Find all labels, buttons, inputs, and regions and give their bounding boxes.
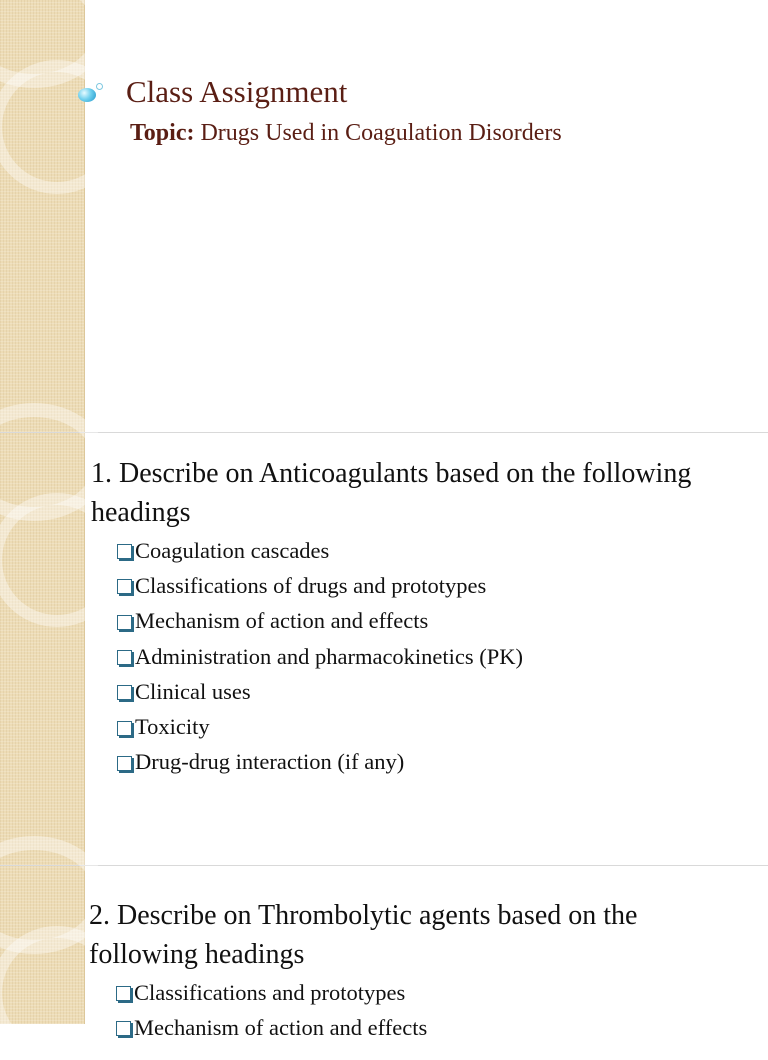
list-item bbox=[117, 533, 523, 568]
decorative-swirl bbox=[0, 60, 124, 194]
decorative-side-band bbox=[0, 433, 85, 865]
checkbox-bullet-icon bbox=[117, 756, 132, 771]
heading-list bbox=[117, 533, 523, 780]
decorative-side-band bbox=[0, 0, 85, 432]
question-heading: 2. Describe on Thrombolytic agents based on the following headings bbox=[89, 900, 638, 970]
checkbox-bullet-icon bbox=[117, 615, 132, 630]
checkbox-bullet-icon bbox=[117, 685, 132, 700]
list-item bbox=[117, 709, 523, 744]
list-item-text: Coagulation cascades bbox=[135, 537, 330, 563]
checkbox-bullet-icon bbox=[117, 650, 132, 665]
checkbox-bullet-icon bbox=[116, 1021, 131, 1036]
slide-title: Class Assignment bbox=[126, 74, 348, 109]
checkbox-bullet-icon bbox=[117, 721, 132, 736]
list-item bbox=[117, 674, 523, 709]
list-item bbox=[116, 975, 427, 1010]
list-item-text: Mechanism of action and effects bbox=[134, 1014, 428, 1040]
list-item bbox=[117, 604, 523, 639]
list-item-text: Mechanism of action and effects bbox=[135, 608, 429, 634]
list-item bbox=[117, 745, 523, 780]
list-item bbox=[117, 639, 523, 674]
topic-text: Drugs Used in Coagulation Disorders bbox=[200, 120, 562, 146]
checkbox-bullet-icon bbox=[116, 986, 131, 1001]
list-item bbox=[116, 1010, 427, 1045]
small-ring-icon bbox=[96, 83, 103, 90]
list-item-text: Administration and pharmacokinetics (PK) bbox=[135, 643, 524, 669]
decorative-side-band bbox=[0, 866, 85, 1024]
list-item-text: Classifications of drugs and prototypes bbox=[135, 572, 487, 598]
slide-1 bbox=[0, 0, 768, 432]
list-item-text: Classifications and prototypes bbox=[134, 979, 406, 1005]
sphere-bullet-icon bbox=[78, 88, 96, 102]
list-item-text: Clinical uses bbox=[135, 678, 251, 704]
list-item-text: Drug-drug interaction (if any) bbox=[135, 749, 405, 775]
checkbox-bullet-icon bbox=[117, 579, 132, 594]
topic-line bbox=[130, 120, 562, 147]
question-heading: 1. Describe on Anticoagulants based on the following headings bbox=[91, 458, 692, 528]
slide-3 bbox=[0, 866, 768, 1040]
topic-label: Topic: bbox=[130, 120, 195, 146]
list-item-text: Toxicity bbox=[135, 714, 210, 740]
heading-list bbox=[116, 975, 427, 1046]
slide-2 bbox=[0, 433, 768, 865]
list-item bbox=[117, 568, 523, 603]
checkbox-bullet-icon bbox=[117, 544, 132, 559]
